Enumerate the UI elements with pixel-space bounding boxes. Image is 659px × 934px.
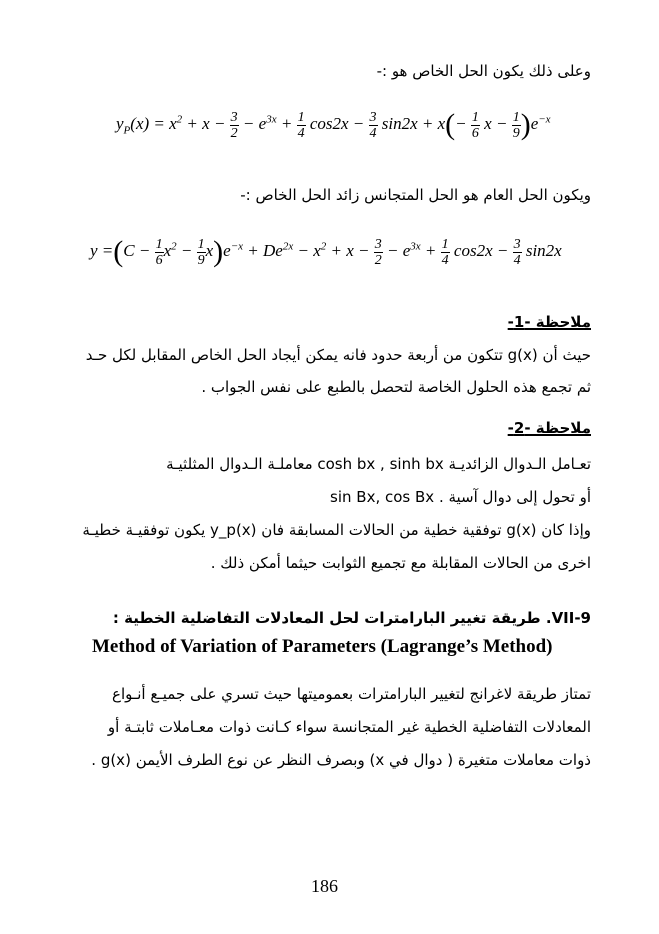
note1-title: ملاحظة -1- [507, 313, 591, 331]
eq2-x2: x [163, 240, 172, 260]
paragraph-line2: المعادلات التفاضلية الخطية غير المتجانسة سواء كـانت ذوات معـاملات ثابتـة أو [107, 718, 591, 736]
eq1-term7: x − [484, 113, 508, 133]
eq2-r5: cos2x − [453, 240, 509, 260]
note2-line2: أو تحول إلى دوال آسية . sin Bx, cos Bx [330, 488, 591, 506]
eq1-frac3: $\frac{3}{4}$ [369, 109, 377, 141]
eq2-frac3: $\frac{3}{2}$ [374, 236, 382, 268]
note1-line2: ثم تجمع هذه الحلول الخاصة لتحصل بالطبع على نفس الجواب . [201, 378, 591, 396]
eq1-lhs: y [116, 113, 124, 133]
eq2-d: + De [247, 240, 283, 260]
eq2-e1-exp: −x [230, 240, 244, 253]
section-heading-arabic: VII-9. طريقة تغيير البارامترات لحل المعادلات التفاضلية الخطية : [112, 609, 591, 627]
eq2-frac2: $\frac{1}{9}$ [197, 236, 205, 268]
eq1-term2-exp: 3x [266, 113, 277, 126]
page-number: 186 [311, 876, 338, 896]
eq2-r3-exp: 3x [410, 240, 421, 253]
paragraph-line3: ذوات معاملات متغيرة ( دوال في x) وبصرف النظر عن نوع الطرف الأيمن g(x) . [91, 751, 591, 769]
eq1-sub: P [123, 124, 131, 137]
eq2-r4: + [424, 240, 437, 260]
eq1-term3: + [280, 113, 293, 133]
eq1-term8-exp: −x [538, 113, 551, 126]
note1-line1: حيث أن g(x) تتكون من أربعة حدود فانه يمكن أيجاد الحل الخاص المقابل لكل حـد [85, 346, 591, 364]
eq2-c: C − [123, 240, 151, 260]
particular-solution-intro: وعلى ذلك يكون الحل الخاص هو :- [376, 62, 591, 80]
eq1-frac2: $\frac{1}{4}$ [297, 109, 305, 141]
eq2-r6: sin2x [525, 240, 562, 260]
note2-line4: اخرى من الحالات المقابلة مع تجميع الثوابت حيثما أمكن ذلك . [210, 554, 591, 572]
eq2-frac5: $\frac{3}{4}$ [513, 236, 521, 268]
eq2-x: x [205, 240, 214, 260]
eq2-r1-square: 2 [320, 240, 327, 253]
note2-title: ملاحظة -2- [507, 419, 591, 437]
paragraph-line1: تمتاز طريقة لاغرانج لتغيير البارامترات بعموميتها حيث تسري على جميـع أنـواع [112, 685, 591, 703]
note2-line3: وإذا كان g(x) توفقية خطية من الحالات المسابقة فان y_p(x) يكون توفقيـة خطيـة [82, 521, 591, 539]
eq2-lhs: y = [90, 240, 114, 260]
eq1-frac5: $\frac{1}{9}$ [512, 109, 520, 141]
eq2-r2: + x − [330, 240, 370, 260]
general-solution-equation: y =(C − $\frac{1}{6}$ $x^2$ − $\frac{1}{9}$ $x)e^{-x} + De^{2x} - x^2 + x$ − $\frac{3}{2}$ − $e^{3x}$ + $\frac{1}{4}$ cos2x − $\frac{3}{4}$ sin2x [90, 235, 562, 268]
eq1-frac1: $\frac{3}{2}$ [230, 109, 238, 141]
eq1-term1: + x − [186, 113, 226, 133]
section-heading-english: Method of Variation of Parameters (Lagrange’s Method) [92, 636, 553, 657]
note2-line1: تعـامل الـدوال الزائديـة cosh bx , sinh bx معاملـة الـدوال المثلثيـة [166, 455, 591, 473]
eq1-term5: sin2x + x [381, 113, 446, 133]
eq2-r3: − e [387, 240, 411, 260]
eq1-term2: − e [242, 113, 267, 133]
eq1-term6: − [455, 113, 467, 133]
eq1-arg: (x) = x [130, 113, 177, 133]
eq2-r1: − x [297, 240, 321, 260]
eq2-e1: e [223, 240, 231, 260]
eq2-frac4: $\frac{1}{4}$ [441, 236, 449, 268]
eq2-frac1: $\frac{1}{6}$ [155, 236, 163, 268]
eq1-frac4: $\frac{1}{6}$ [471, 109, 479, 141]
eq1-term8: e [530, 113, 539, 133]
eq1-term4: cos2x − [309, 113, 365, 133]
eq2-minus: − [180, 240, 193, 260]
eq1-square: 2 [176, 113, 183, 126]
particular-solution-equation: $y_P(x) = x^2 + x$ − $\frac{3}{2}$ − $e^{3x}$ + $\frac{1}{4}$ cos2x − $\frac{3}{4}$ sin2x + x(− $\frac{1}{6}$ x − $\frac{1}{9}$ )$e^{-x}$ [116, 108, 551, 141]
eq2-d-exp: 2x [282, 240, 294, 253]
eq2-square: 2 [171, 240, 177, 253]
general-solution-intro: ويكون الحل العام هو الحل المتجانس زائد الحل الخاص :- [240, 186, 591, 204]
